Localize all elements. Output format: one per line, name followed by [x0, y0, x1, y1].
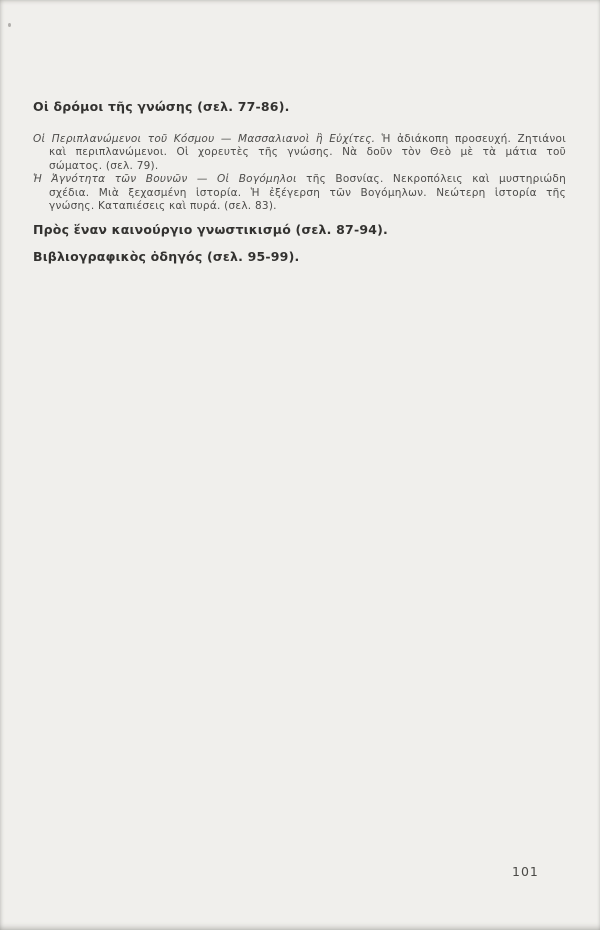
- toc-entry-line: καὶ περιπλανώμενοι. Οἱ χορευτὲς τῆς γνώσης. Νὰ δοῦν τὸν Θεὸ μὲ τὰ μάτια τοῦ: [49, 146, 566, 159]
- toc-entries: [33, 133, 566, 213]
- toc-entry-line: Ἡ Ἁγνότητα τῶν Βουνῶν — Οἱ Βογόμηλοι τῆς Βοσνίας. Νεκροπόλεις καὶ μυστηριώδη: [33, 173, 566, 186]
- heading-roads-of-knowledge: Οἱ δρόμοι τῆς γνώσης (σελ. 77-86).: [33, 99, 290, 114]
- heading-toward-new-gnosticism: Πρὸς ἕναν καινούργιο γνωστικισμό (σελ. 87-94).: [33, 222, 388, 238]
- page-number: 101: [512, 864, 539, 879]
- scan-speck: [8, 23, 11, 27]
- toc-entry-wanderers-of-the-world: [33, 133, 566, 173]
- heading-bibliographic-guide: Βιβλιογραφικὸς ὁδηγός (σελ. 95-99).: [33, 249, 300, 265]
- toc-entry-line: γνώσης. Καταπιέσεις καὶ πυρά. (σελ. 83).: [49, 200, 277, 213]
- table-of-contents-section: [33, 100, 566, 264]
- toc-entry-line: Οἱ Περιπλανώμενοι τοῦ Κόσμου — Μασσαλιανοὶ ἢ Εὐχίτες. Ἡ ἀδιάκοπη προσευχή. Ζητιάνοι: [33, 133, 566, 145]
- toc-entry-line: σώματος. (σελ. 79).: [49, 159, 159, 172]
- toc-entry-line: σχέδια. Μιὰ ξεχασμένη ἱστορία. Ἡ ἐξέγερση τῶν Βογόμηλων. Νεώτερη ἱστορία τῆς: [49, 186, 566, 199]
- toc-entry-purity-of-the-mountains: [33, 173, 566, 213]
